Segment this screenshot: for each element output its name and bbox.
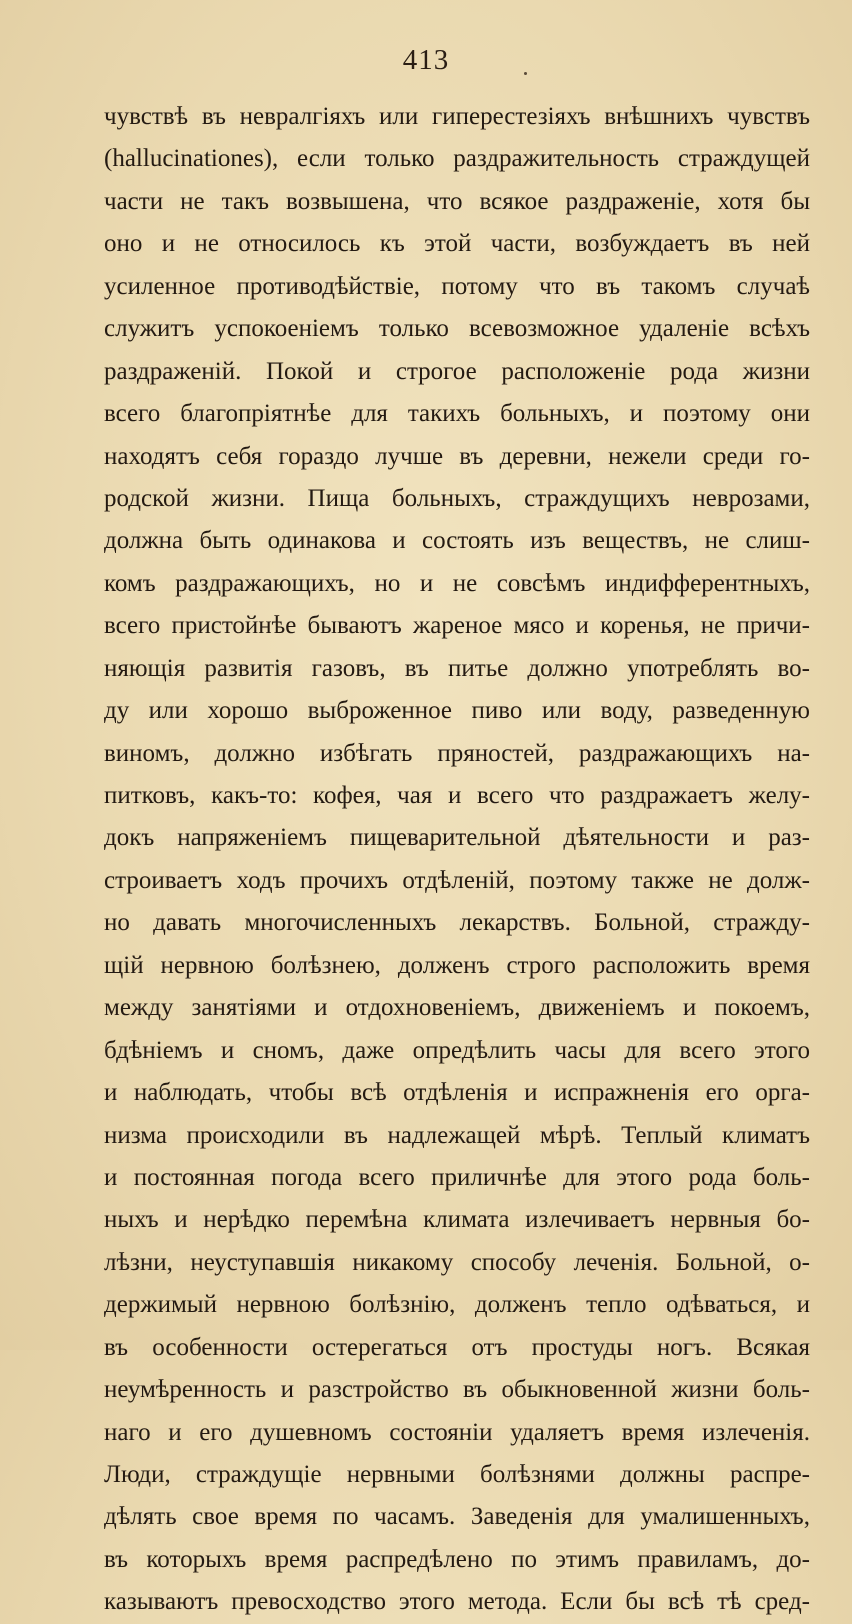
text-line: комъ раздражающихъ, но и не совсѣмъ индифферентныхъ, bbox=[104, 569, 810, 597]
text-line: наго и его душевномъ состояніи удаляетъ время излеченія. bbox=[104, 1418, 810, 1446]
text-line: питковъ, какъ-то: кофея, чая и всего что раздражаетъ желу- bbox=[104, 782, 810, 809]
text-line: казываютъ превосходство этого метода. Если бы всѣ тѣ сред- bbox=[104, 1588, 810, 1616]
text-line: служитъ успокоеніемъ только всевозможное удаленіе всѣхъ bbox=[104, 315, 810, 343]
text-line: и постоянная погода всего приличнѣе для этого рода боль- bbox=[104, 1163, 810, 1191]
text-line: ду или хорошо выброженное пиво или воду, разведенную bbox=[104, 697, 810, 725]
text-line: оно и не относилось къ этой части, возбуждаетъ въ ней bbox=[104, 230, 810, 258]
text-line: всего пристойнѣе бываютъ жареное мясо и коренья, не причи- bbox=[104, 612, 810, 640]
text-line: строиваетъ ходъ прочихъ отдѣленій, поэтому также не долж- bbox=[104, 866, 810, 894]
text-line: усиленное противодѣйствіе, потому что въ такомъ случаѣ bbox=[104, 272, 810, 300]
body-text bbox=[104, 96, 810, 1624]
text-line: находятъ себя гораздо лучше въ деревни, нежели среди го- bbox=[104, 442, 810, 470]
text-line: неумѣренность и разстройство въ обыкновенной жизни боль- bbox=[104, 1376, 810, 1404]
text-line: няющія развитія газовъ, въ питье должно употреблять во- bbox=[104, 654, 810, 682]
text-line: (hallucinationes), если только раздражительность страждущей bbox=[104, 145, 810, 173]
page-number: 413 bbox=[402, 44, 450, 76]
text-line: бдѣніемъ и сномъ, даже опредѣлить часы для всего этого bbox=[104, 1036, 810, 1064]
text-line: лѣзни, неуступавшія никакому способу леченія. Больной, о- bbox=[104, 1248, 810, 1276]
text-line: между занятіями и отдохновеніемъ, движеніемъ и покоемъ, bbox=[104, 994, 810, 1022]
text-line: родской жизни. Пища больныхъ, страждущихъ неврозами, bbox=[104, 484, 810, 512]
text-line: и наблюдать, чтобы всѣ отдѣленія и испражненія его орга- bbox=[104, 1079, 810, 1107]
text-line: виномъ, должно избѣгать пряностей, раздражающихъ на- bbox=[104, 739, 810, 767]
text-line: части не такъ возвышена, что всякое раздраженіе, хотя бы bbox=[104, 187, 810, 215]
text-line: чувствѣ въ невралгіяхъ или гиперестезіяхъ внѣшнихъ чувствъ bbox=[104, 103, 810, 130]
text-line: раздраженій. Покой и строгое расположеніе рода жизни bbox=[104, 357, 810, 385]
text-line: всего благопріятнѣе для такихъ больныхъ, и поэтому они bbox=[104, 400, 810, 428]
text-line: но давать многочисленныхъ лекарствъ. Больной, стражду- bbox=[104, 909, 810, 937]
text-line: держимый нервною болѣзнію, долженъ тепло одѣваться, и bbox=[104, 1291, 810, 1319]
text-line: въ особенности остерегаться отъ простуды ногъ. Всякая bbox=[104, 1333, 810, 1361]
text-line: въ которыхъ время распредѣлено по этимъ правиламъ, до- bbox=[104, 1545, 810, 1573]
text-line: Люди, страждущіе нервными болѣзнями должны распре- bbox=[104, 1461, 810, 1488]
text-line: щій нервною болѣзнею, долженъ строго расположить время bbox=[104, 951, 810, 979]
text-line: низма происходили въ надлежащей мѣрѣ. Теплый климатъ bbox=[104, 1121, 810, 1149]
text-line: дѣлять свое время по часамъ. Заведенія для умалишенныхъ, bbox=[104, 1503, 810, 1531]
text-line: должна быть одинакова и состоять изъ веществъ, не слиш- bbox=[104, 527, 810, 555]
text-line: докъ напряженіемъ пищеварительной дѣятельности и раз- bbox=[104, 824, 810, 852]
print-speck bbox=[524, 72, 527, 75]
text-line: ныхъ и нерѣдко перемѣна климата излечиваетъ нервныя бо- bbox=[104, 1206, 810, 1234]
